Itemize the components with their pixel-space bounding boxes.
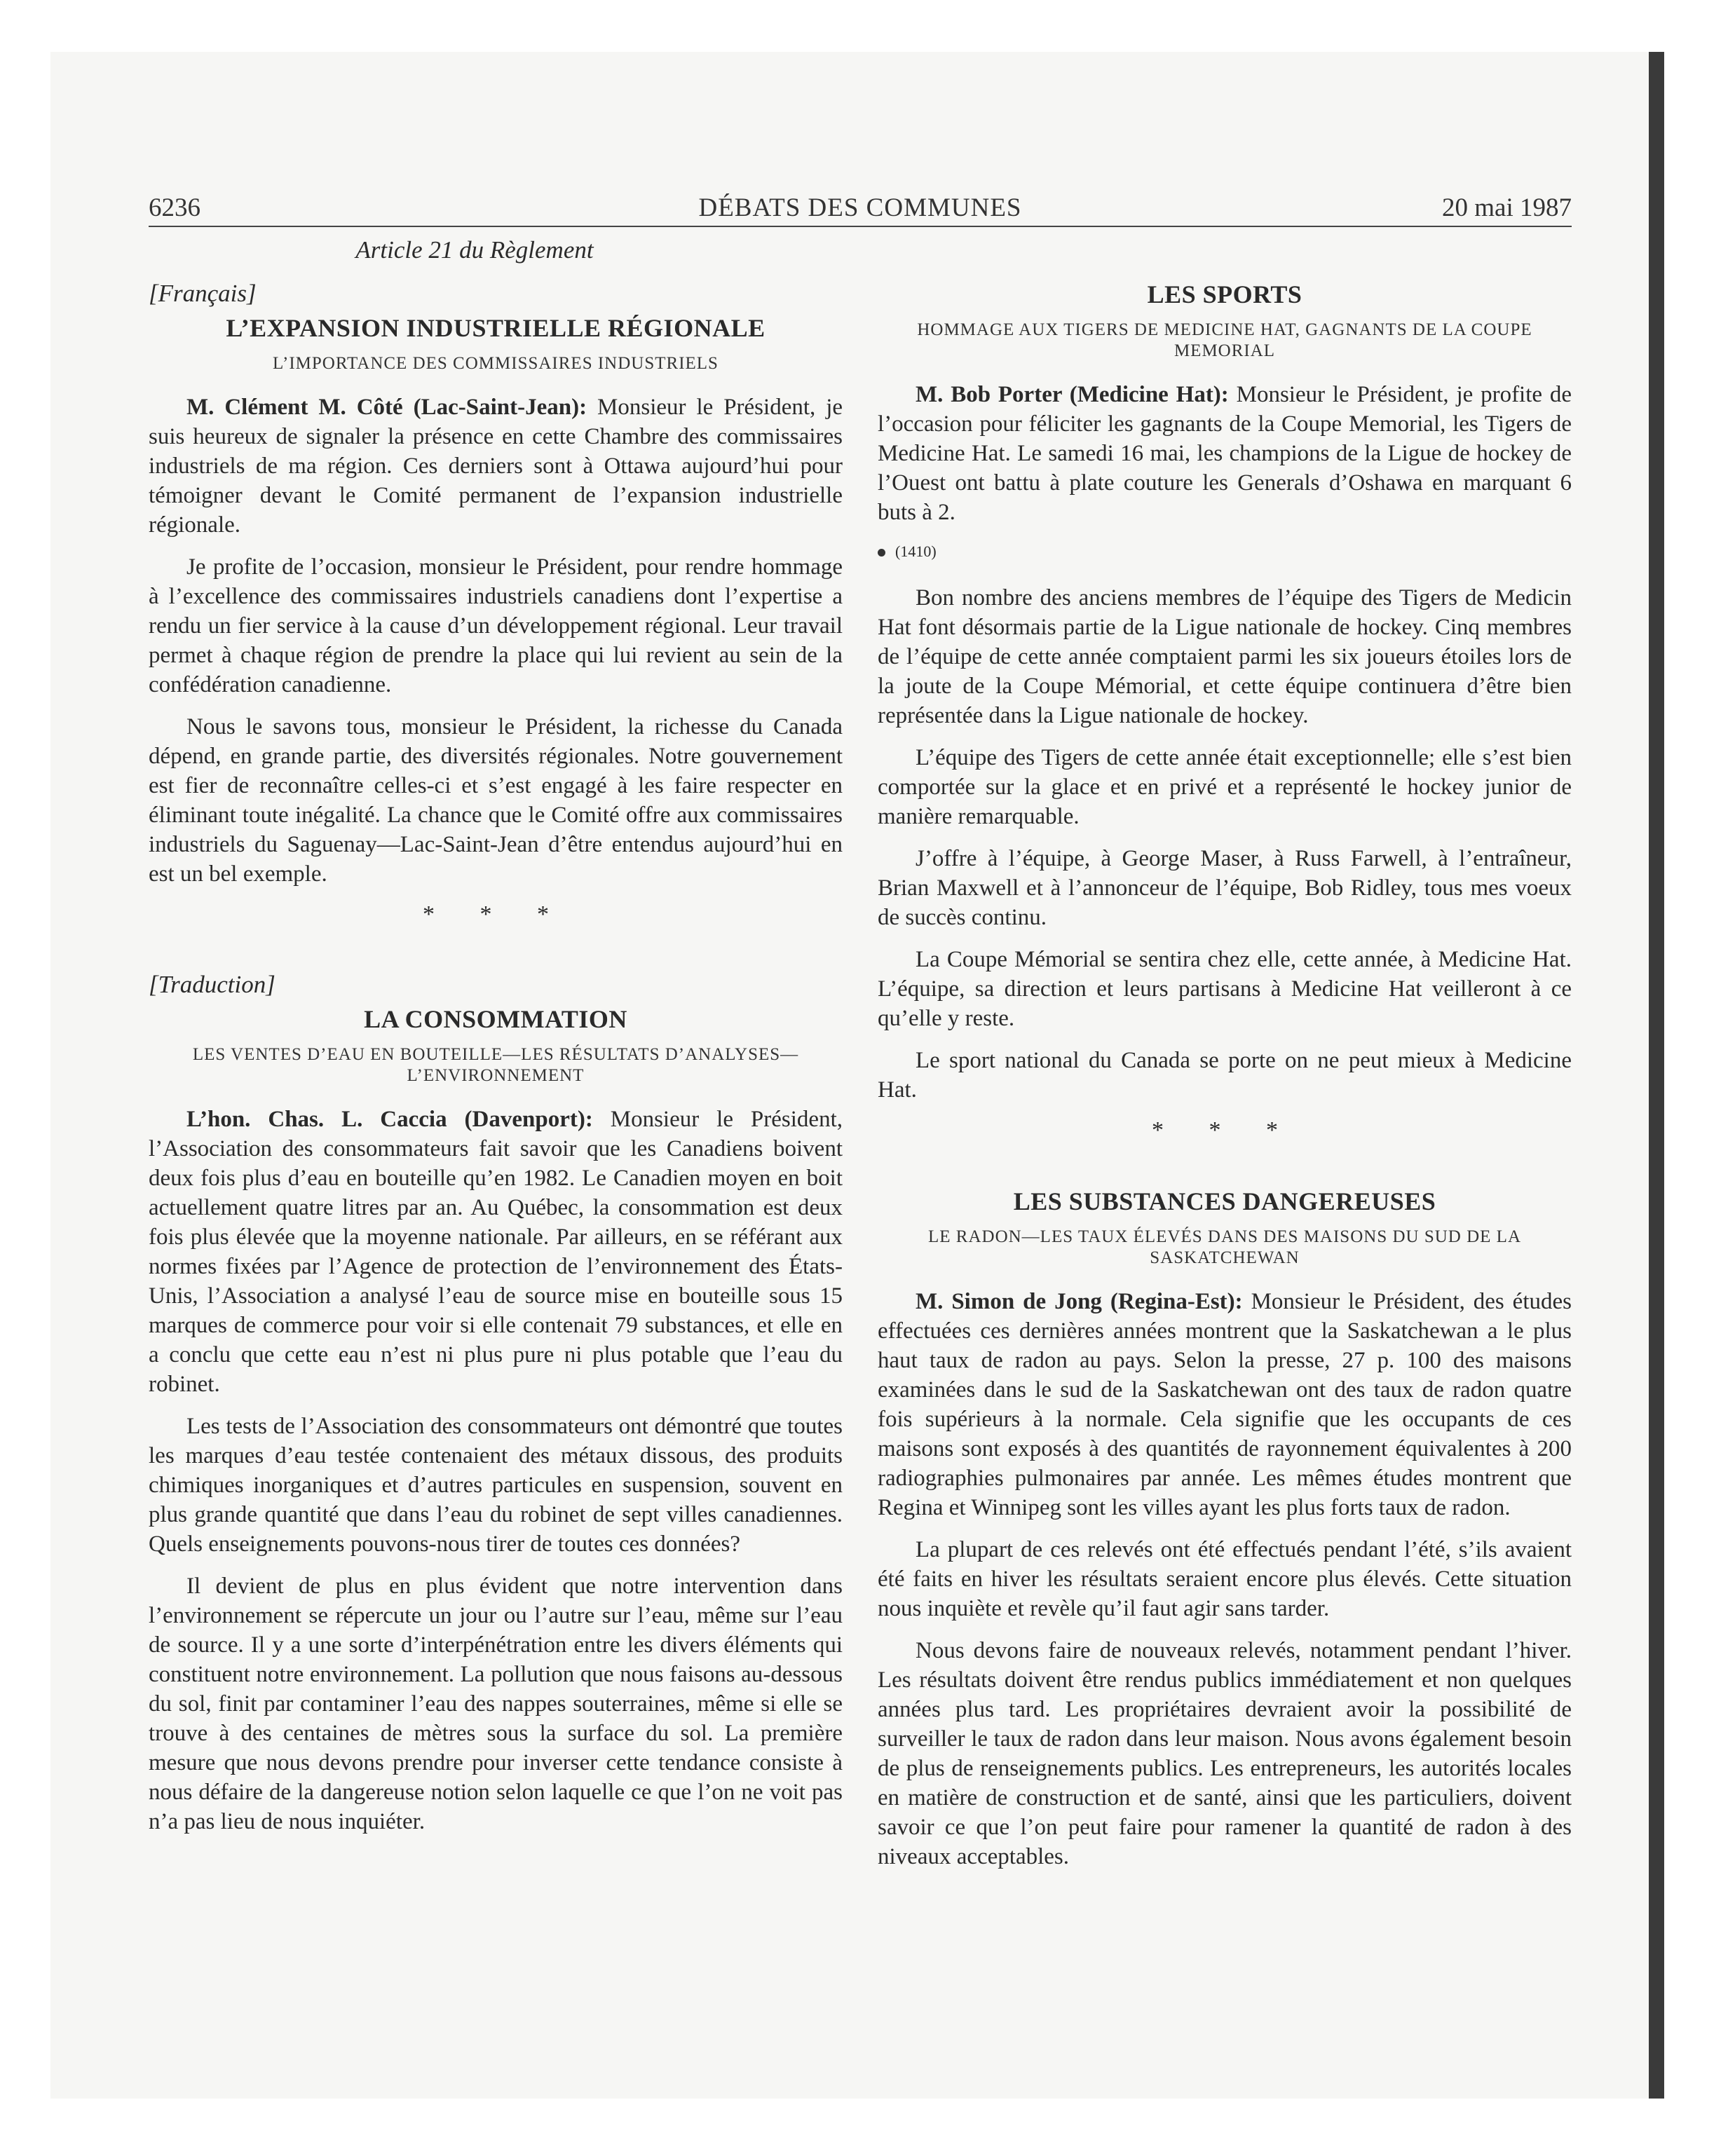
speech-paragraph: Je profite de l’occasion, monsieur le Président, pour rendre hommage à l’excellence des commissaires industriels canadiens dont l’expertise a rendu un fier service à la cause d’un développement régional. Leur travail permet à chaque région de prendre la place qui lui revient au sein de la confédération canadienne.	[149, 554, 843, 697]
speech-paragraph: L’équipe des Tigers de cette année était exceptionnelle; elle s’est bien comportée sur la glace et en privé et a représenté le hockey junior de manière remarquable.	[878, 745, 1572, 829]
page-date: 20 mai 1987	[1442, 193, 1572, 222]
speech-paragraph: La Coupe Mémorial se sentira chez elle, cette année, à Medicine Hat. L’équipe, sa direction et leurs partisans à Medicine Hat veilleront à ce qu’elle y reste.	[878, 947, 1572, 1031]
speech-paragraph: La plupart de ces relevés ont été effectués pendant l’été, s’ils avaient été faits en hiver les résultats seraient encore plus élevés. Cette situation nous inquiète et revèle qu’il faut agir sans tarder.	[878, 1537, 1572, 1621]
speech-paragraph: J’offre à l’équipe, à George Maser, à Russ Farwell, à l’entraîneur, Brian Maxwell et à l’annonceur de l’équipe, Bob Ridley, tous mes voeux de succès continu.	[878, 846, 1572, 930]
time-marker	[878, 540, 1572, 564]
speech-text: Monsieur le Président, l’Association des consommateurs fait savoir que les Canadiens boivent deux fois plus d’eau en bouteille qu’en 1982. Le Canadien moyen en boit actuellement quatre litres par an. Au Québec, la consommation est deux fois plus élevée que la moyenne nationale. Par ailleurs, en se référant aux normes fixées par l’Agence de protection de l’environnement des États-Unis, l’Association a analysé l’eau de source mise en bouteille sous 15 marques de commerce pour voir si elle contenait 79 substances, et elle en a conclu que cette eau n’est ni plus pure ni plus potable que l’eau du robinet.	[149, 1107, 843, 1397]
speaker-name: M. Bob Porter (Medicine Hat):	[916, 382, 1229, 407]
speaker-name: M. Simon de Jong (Regina-Est):	[916, 1289, 1243, 1314]
speaker-name: M. Clément M. Côté (Lac-Saint-Jean):	[186, 395, 587, 420]
speech-paragraph	[878, 1287, 1572, 1522]
speech-paragraph: Il devient de plus en plus évident que notre intervention dans l’environnement se répercute un jour ou l’autre sur l’eau, même sur l’eau de source. Il y a une sorte d’interpénétration entre les divers éléments qui constituent notre environnement. La pollution que nous faisons au-dessous du sol, finit par contaminer l’eau des nappes souterraines, même si elle se trouve à des centaines de mètres sous la surface du sol. La première mesure que nous devons prendre pour inverser cette tendance consiste à nous défaire de la dangereuse notion selon laquelle ce que l’on ne voit pas n’a pas lieu de nous inquiéter.	[149, 1574, 843, 1834]
section-title: LES SUBSTANCES DANGEREUSES	[1013, 1187, 1436, 1215]
page-number: 6236	[149, 193, 200, 222]
speech-paragraph: Nous le savons tous, monsieur le Président, la richesse du Canada dépend, en grande partie, des diversités régionales. Notre gouvernement est fier de reconnaître celles-ci et s’est engagé à les faire respecter en éliminant toute inégalité. La chance que le Comité offre aux commissaires industriels du Saguenay—Lac-Saint-Jean d’être entendus aujourd’hui en est un bel exemple.	[149, 714, 843, 887]
speech-paragraph	[149, 393, 843, 540]
section-title: LA CONSOMMATION	[364, 1005, 627, 1033]
bullet-icon	[878, 549, 885, 557]
section-subtitle: LE RADON—LES TAUX ÉLEVÉS DANS DES MAISONS DU SUD DE LA SASKATCHEWAN	[928, 1227, 1521, 1267]
speech-paragraph: Nous devons faire de nouveaux relevés, notamment pendant l’hiver. Les résultats doivent être rendus publics immédiatement et non quelques années plus tard. Les propriétaires devraient avoir la possibilité de surveiller le taux de radon dans leur maison. Nous avons également besoin de plus de renseignements publics. Les entrepreneurs, les autorités locales en matière de construction et de santé, ainsi que les particuliers, doivent savoir ce que l’on peut faire pour ramener la quantité de radon à des niveaux acceptables.	[878, 1638, 1572, 1869]
section-title: LES SPORTS	[1147, 280, 1302, 308]
section-subtitle: HOMMAGE AUX TIGERS DE MEDICINE HAT, GAGNANTS DE LA COUPE MEMORIAL	[917, 320, 1532, 360]
speaker-name: L’hon. Chas. L. Caccia (Davenport):	[186, 1107, 593, 1132]
time-marker-text: (1410)	[895, 543, 937, 560]
left-column	[149, 236, 843, 1849]
language-tag: [Traduction]	[149, 971, 275, 998]
scan-edge-bar	[1649, 52, 1664, 2099]
hansard-page	[149, 189, 1572, 1869]
speech-paragraph: Les tests de l’Association des consommateurs ont démontré que toutes les marques d’eau testée contenaient des métaux dissous, des produits chimiques inorganiques et d’autres particules en suspension, souvent en plus grande quantité que dans l’eau du robinet de sept villes canadiennes. Quels enseignements pouvons-nous tirer de toutes ces données?	[149, 1414, 843, 1557]
publication-title: DÉBATS DES COMMUNES	[698, 193, 1022, 222]
speech-text: Monsieur le Président, je suis heureux de signaler la présence en cette Chambre des commissaires industriels de ma région. Ces derniers sont à Ottawa aujourd’hui pour témoigner devant le Comité permanent de l’expansion industrielle régionale.	[149, 395, 843, 538]
language-tag: [Français]	[149, 280, 257, 307]
running-header	[149, 189, 1572, 227]
section-title: L’EXPANSION INDUSTRIELLE RÉGIONALE	[226, 314, 766, 342]
speech-paragraph	[149, 1105, 843, 1399]
speech-paragraph: Bon nombre des anciens membres de l’équipe des Tigers de Medicin Hat font désormais partie de la Ligue nationale de hockey. Cinq membres de l’équipe de cette année comptaient parmi les six joueurs étoiles lors de la joute de la Coupe Mémorial, et cette équipe continuera d’être bien représentée dans la Ligue nationale de hockey.	[878, 585, 1572, 728]
speech-text: Monsieur le Président, je profite de l’occasion pour féliciter les gagnants de la Coupe Memorial, les Tigers de Medicine Hat. Le samedi 16 mai, les champions de la Ligue de hockey de l’Ouest ont battu à plate couture les Generals d’Oshawa en marquant 6 buts à 2.	[878, 382, 1572, 525]
section-separator: * * *	[423, 901, 569, 927]
speech-paragraph	[878, 380, 1572, 527]
speech-paragraph: Le sport national du Canada se porte on ne peut mieux à Medicine Hat.	[878, 1048, 1572, 1103]
section-subtitle: LES VENTES D’EAU EN BOUTEILLE—LES RÉSULTATS D’ANALYSES—L’ENVIRONNEMENT	[192, 1045, 799, 1085]
section-subtitle: L’IMPORTANCE DES COMMISSAIRES INDUSTRIELS	[273, 354, 719, 373]
right-column	[878, 236, 1572, 1884]
section-separator: * * *	[1152, 1117, 1298, 1143]
standing-order-heading: Article 21 du Règlement	[355, 236, 594, 264]
speech-text: Monsieur le Président, des études effectuées ces dernières années montrent que la Saskatchewan a le plus haut taux de radon au pays. Selon la presse, 27 p. 100 des maisons examinées dans le sud de la Saskatchewan ont des taux de radon quatre fois supérieurs à la normale. Cela signifie que les occupants de ces maisons sont exposés à des quantités de rayonnement équivalentes à 200 radiographies pulmonaires par année. Les mêmes études montrent que Regina et Winnipeg sont les villes ayant les plus forts taux de radon.	[878, 1289, 1572, 1520]
